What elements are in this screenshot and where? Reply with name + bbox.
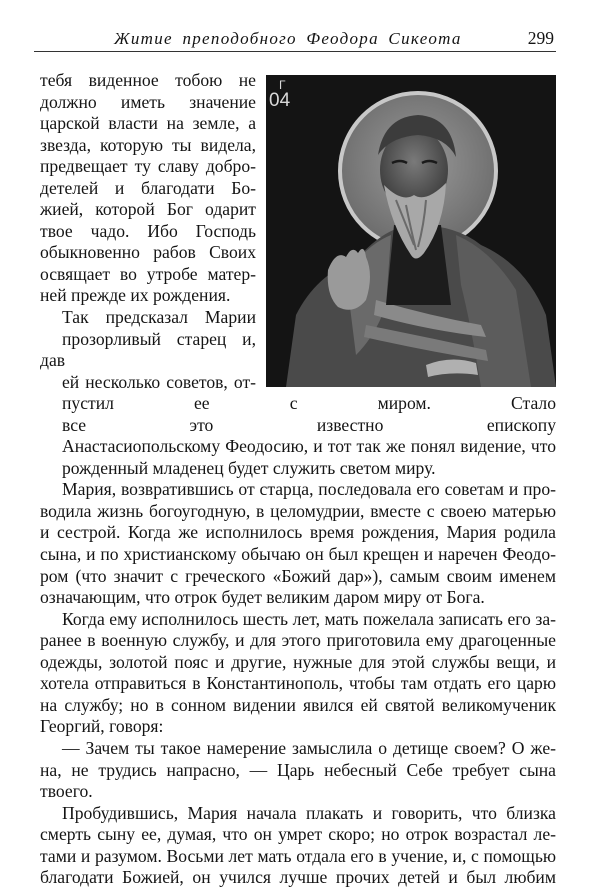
saint-portrait-icon — [266, 75, 556, 387]
text-line: тебя виденное тобою не — [40, 70, 256, 90]
text-line: на службу; но в сонном видении явился ей святой великомученик — [40, 694, 556, 715]
text-line: на, не трудись напрасно, — Царь небесный Себе требует сына — [40, 759, 556, 780]
text-line: предвещает ту славу добро- — [40, 156, 256, 177]
text-line: Мария, возвратившись от старца, последовала его советам и про- — [62, 479, 556, 500]
text-line: твоего. — [40, 781, 93, 802]
text-line: ранее в военную службу, и для этого приготовила ему драгоценные — [40, 630, 556, 651]
paragraph-4 — [40, 609, 556, 738]
text-line: одежды, золотой пояс и другие, нужные для этой службы вещи, и — [40, 651, 556, 672]
text-line: Когда ему исполнилось шесть лет, мать пожелала записать его за- — [62, 608, 556, 629]
text-line: должно иметь значение — [40, 91, 256, 112]
text-line: сына, и по христианскому обычаю он был крещен и наречен Феодо- — [40, 544, 556, 565]
text-line: Так предсказал Марии — [62, 307, 256, 328]
paragraph-3 — [40, 479, 556, 608]
icon-inscription — [269, 77, 290, 109]
text-line: все это известно епископу — [62, 414, 556, 435]
paragraph-5-dialogue — [40, 738, 556, 803]
text-line: — Зачем ты такое намерение замыслила о детище своем? О же- — [62, 737, 556, 758]
text-line: прозорливый старец и, дав — [40, 328, 256, 371]
text-line: рожденный младенец будет служить светом миру. — [62, 457, 436, 478]
paragraph-6 — [40, 803, 556, 889]
text-line: Георгий, говоря: — [40, 716, 164, 737]
page-number: 299 — [527, 28, 554, 48]
text-line: пустил ее с миром. Стало — [62, 393, 556, 414]
running-header — [34, 27, 556, 52]
text-line: означающим, что отрок будет великим даром миру от Бога. — [40, 587, 485, 608]
text-line: ром (что значит с греческого «Божий дар»), самым своим именем — [40, 565, 556, 586]
text-line: Пробудившись, Мария начала плакать и говорить, что близка — [62, 802, 556, 823]
running-title: Житие преподобного Феодора Сикеота — [114, 29, 462, 48]
text-line: хотела отправиться в Константинополь, чтобы там отдать его царю — [40, 673, 556, 694]
text-line: жией, которой Бог одарит — [40, 199, 256, 220]
text-line: смерть сыну ее, думая, что он умрет скоро; но отрок возрастал ле- — [40, 824, 556, 845]
text-line: тами и разумом. Восьми лет мать отдала его в учение, и, с помощью — [40, 845, 556, 866]
text-line: ней прежде их рождения. — [40, 285, 231, 306]
text-line: благодати Божией, он учился лучше прочих детей и был любим — [40, 867, 556, 888]
text-line: ей несколько советов, от- — [62, 371, 256, 392]
text-line: звезда, которую ты видела, — [40, 134, 256, 155]
page-body — [40, 70, 556, 889]
text-line: обыкновенно рабов Своих — [40, 242, 256, 263]
text-line: и сестрой. Когда же исполнилось время рождения, Мария родила — [40, 522, 556, 543]
text-line: освящает во утробе матер- — [40, 263, 256, 284]
text-line: водила жизнь богоугодную, в целомудрии, вместе с своею матерью — [40, 500, 556, 521]
icon-inscription-number: 04 — [269, 90, 291, 111]
saint-icon-image — [266, 75, 556, 387]
text-line: Анастасиопольскому Феодосию, и тот так же понял видение, что — [62, 436, 556, 457]
text-line: детелей и благодати Бо- — [40, 177, 256, 198]
text-line: твое чадо. Ибо Господь — [40, 220, 256, 241]
icon-inscription-top: Γ — [279, 78, 286, 92]
text-line: царской власти на земле, а — [40, 113, 256, 134]
